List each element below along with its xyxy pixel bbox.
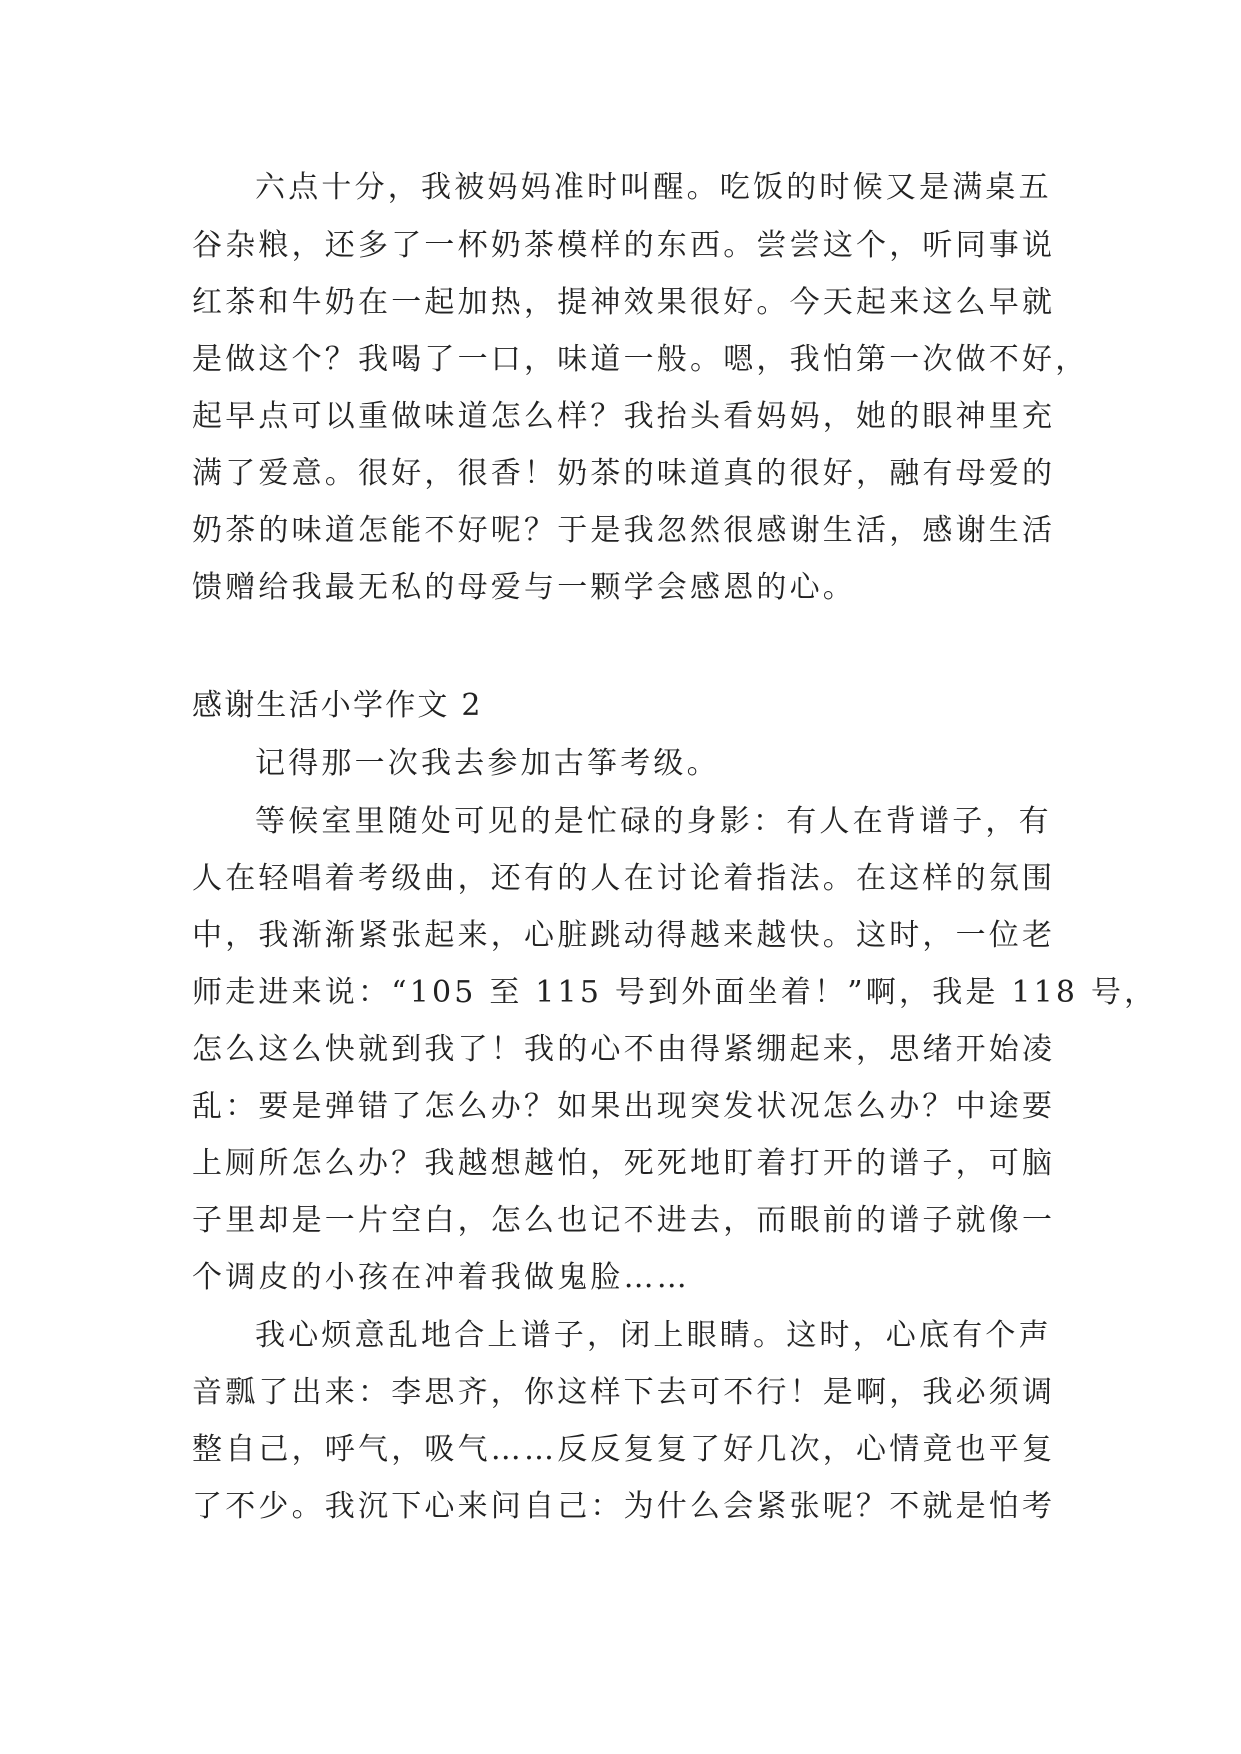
paragraph1-line-3: 红茶和牛奶在一起加热，提神效果很好。今天起来这么早就: [192, 285, 1056, 320]
paragraph4-line-1: 我心烦意乱地合上谱子，闭上眼睛。这时，心底有个声: [255, 1318, 1052, 1353]
paragraph3-line-8: 子里却是一片空白，怎么也记不进去，而眼前的谱子就像一: [192, 1203, 1056, 1238]
paragraph3-line-7: 上厕所怎么办？我越想越怕，死死地盯着打开的谱子，可脑: [192, 1146, 1056, 1181]
paragraph1-line-7: 奶茶的味道怎能不好呢？于是我忽然很感谢生活，感谢生活: [192, 513, 1056, 548]
paragraph3-line-4: 师走进来说：“105 至 115 号到外面坐着！”啊，我是 118 号，: [192, 975, 1158, 1010]
paragraph1-line-4: 是做这个？我喝了一口，味道一般。嗯，我怕第一次做不好，: [192, 342, 1089, 377]
paragraph3-line-1: 等候室里随处可见的是忙碌的身影：有人在背谱子，有: [255, 804, 1052, 839]
paragraph4-line-2: 音瓢了出来：李思齐，你这样下去可不行！是啊，我必须调: [192, 1375, 1056, 1410]
paragraph1-line-2: 谷杂粮，还多了一杯奶茶模样的东西。尝尝这个，听同事说: [192, 228, 1056, 263]
paragraph3-line-2: 人在轻唱着考级曲，还有的人在讨论着指法。在这样的氛围: [192, 861, 1056, 896]
paragraph3-line-9: 个调皮的小孩在冲着我做鬼脸……: [192, 1260, 690, 1295]
paragraph4-line-4: 了不少。我沉下心来问自己：为什么会紧张呢？不就是怕考: [192, 1489, 1056, 1524]
paragraph2-line-1: 记得那一次我去参加古筝考级。: [255, 746, 720, 781]
paragraph4-line-3: 整自己，呼气，吸气……反反复复了好几次，心情竟也平复: [192, 1432, 1056, 1467]
paragraph1-line-8: 馈赠给我最无私的母爱与一颗学会感恩的心。: [192, 570, 856, 605]
paragraph3-line-6: 乱：要是弹错了怎么办？如果出现突发状况怎么办？中途要: [192, 1089, 1056, 1124]
paragraph1-line-6: 满了爱意。很好，很香！奶茶的味道真的很好，融有母爱的: [192, 456, 1056, 491]
paragraph3-line-3: 中，我渐渐紧张起来，心脏跳动得越来越快。这时，一位老: [192, 918, 1056, 953]
paragraph1-line-5: 起早点可以重做味道怎么样？我抬头看妈妈，她的眼神里充: [192, 399, 1056, 434]
paragraph3-line-5: 怎么这么快就到我了！我的心不由得紧绷起来，思绪开始凌: [192, 1032, 1056, 1067]
paragraph1-line-1: 六点十分，我被妈妈准时叫醒。吃饭的时候又是满桌五: [255, 170, 1052, 205]
section-heading: 感谢生活小学作文 2: [192, 688, 483, 723]
